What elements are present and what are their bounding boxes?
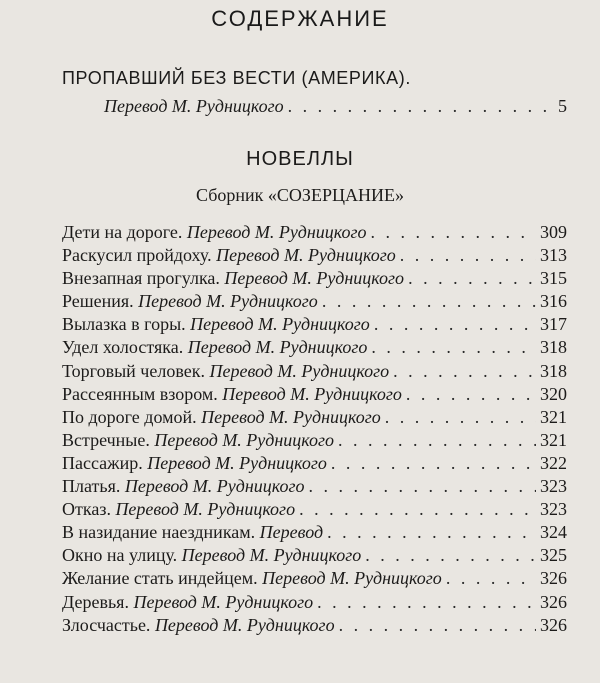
toc-entry-translator: Перевод М. Рудницкого [201, 406, 381, 427]
toc-entry-text [62, 245, 396, 266]
leader-dots [322, 291, 536, 312]
toc-entry-page: 324 [540, 522, 567, 543]
toc-entry-title: Рассеянным взором. [62, 383, 218, 404]
toc-entry [62, 268, 567, 291]
leader-dots [317, 592, 536, 613]
toc-entry-text [62, 545, 361, 566]
toc-entry-text [62, 407, 381, 428]
toc-entry-translator: Перевод М. Рудницкого [154, 614, 335, 635]
toc-entry [62, 384, 567, 407]
toc-entry-translator: Перевод М. Рудницкого [190, 314, 370, 335]
leader-dots [338, 430, 536, 451]
leader-dots [393, 361, 536, 382]
leader-dots [331, 453, 536, 474]
toc-entry-translator: Перевод М. Рудницкого [222, 383, 402, 404]
toc-entry-text [62, 222, 367, 243]
toc-entry-title: Окно на улицу. [62, 545, 178, 566]
toc-entry-translator: Перевод М. Рудницкого [262, 568, 442, 589]
main-work-title: ПРОПАВШИЙ БЕЗ ВЕСТИ (АМЕРИКА). [62, 68, 411, 88]
toc-entry-page: 326 [540, 568, 567, 589]
leader-dots [446, 568, 536, 589]
toc-entry-text [62, 499, 295, 520]
toc-entry-title: Пассажир. [62, 452, 143, 473]
toc-entry-title: Вылазка в горы. [62, 314, 186, 335]
toc-entry-page: 309 [540, 222, 567, 242]
toc-entry [62, 615, 567, 638]
toc-entry-title: Внезапная прогулка. [62, 268, 220, 289]
toc-entry-title: Злосчастье. [62, 614, 151, 635]
toc-entry [62, 337, 567, 360]
toc-entry-title: Удел холостяка. [62, 337, 184, 358]
toc-entry-page: 318 [540, 360, 567, 381]
toc-entry-text [62, 522, 323, 543]
toc-entry-translator: Перевод М. Рудницкого [154, 429, 335, 450]
toc-entry-page: 313 [540, 245, 567, 266]
toc-entry-translator: Перевод М. Рудницкого [115, 499, 296, 520]
toc-entry-title: Решения. [62, 291, 134, 312]
toc-entry [62, 430, 567, 453]
section-title: НОВЕЛЛЫ [246, 148, 354, 170]
leader-dots [365, 545, 536, 566]
toc-entry [62, 476, 567, 499]
main-work-translator: Перевод М. Рудницкого [104, 96, 284, 116]
toc-entry-translator: Перевод М. Рудницкого [187, 337, 368, 358]
leader-dots [408, 268, 536, 289]
toc-entry [62, 545, 567, 568]
leader-dots [374, 314, 536, 335]
toc-entry-text [62, 568, 442, 589]
toc-entry-text [62, 453, 327, 474]
toc-entry-page: 326 [540, 591, 567, 612]
toc-entry [62, 499, 567, 522]
toc-entry-title: Желание стать индейцем. [62, 568, 258, 589]
toc-entry-title: Деревья. [62, 591, 129, 612]
toc-entry-text [62, 268, 404, 289]
toc-entry-translator: Перевод М. Рудницкого [124, 476, 305, 497]
toc-entry-translator: Перевод М. Рудницкого [133, 591, 314, 612]
main-work-entry [104, 96, 567, 118]
toc-entry-translator: Перевод М. Рудницкого [181, 545, 362, 566]
toc-entry-title: Отказ. [62, 499, 111, 520]
toc-entry-title: Торговый человек. [62, 360, 205, 381]
toc-entry-translator: Перевод М. Рудницкого [216, 245, 396, 266]
main-work-page: 5 [558, 96, 567, 116]
toc-entry-title: Дети на дороге. [62, 222, 183, 242]
toc-entry [62, 245, 567, 268]
toc-entry-translator: Перевод М. Рудницкого [138, 291, 318, 312]
toc-entry-translator: Перевод М. Рудницкого [186, 222, 367, 242]
leader-dots [339, 615, 536, 636]
toc-entry [62, 407, 567, 430]
leader-dots [288, 96, 554, 117]
leader-dots [309, 476, 537, 497]
toc-list [0, 222, 600, 638]
toc-entry [62, 522, 567, 545]
toc-entry-page: 320 [540, 383, 567, 404]
toc-entry [62, 314, 567, 337]
toc-entry-title: Встречные. [62, 429, 150, 450]
toc-entry-page: 321 [540, 406, 567, 427]
toc-entry-page: 321 [540, 429, 567, 450]
toc-entry-title: По дороге домой. [62, 406, 197, 427]
leader-dots [299, 499, 536, 520]
toc-entry-translator: Перевод М. Рудницкого [224, 268, 405, 289]
leader-dots [385, 407, 536, 428]
toc-entry-page: 323 [540, 476, 567, 497]
toc-entry-text [62, 337, 367, 358]
toc-entry [62, 361, 567, 384]
toc-entry [62, 453, 567, 476]
toc-entry-page: 325 [540, 545, 567, 566]
leader-dots [327, 522, 536, 543]
toc-entry-page: 323 [540, 499, 567, 520]
toc-entry-translator: Перевод [259, 522, 324, 543]
toc-entry-text [62, 430, 334, 451]
toc-entry-page: 318 [540, 337, 567, 358]
toc-entry [62, 222, 567, 245]
toc-entry-text [62, 361, 389, 382]
toc-entry-text [62, 592, 313, 613]
toc-entry-text [62, 314, 370, 335]
toc-entry [62, 568, 567, 591]
leader-dots [400, 245, 536, 266]
toc-entry-page: 322 [540, 452, 567, 473]
toc-entry-translator: Перевод М. Рудницкого [147, 452, 327, 473]
toc-entry-page: 317 [540, 314, 567, 335]
toc-entry-title: В назидание наездникам. [62, 522, 256, 543]
toc-entry-page: 315 [540, 268, 567, 289]
leader-dots [406, 384, 536, 405]
toc-entry-translator: Перевод М. Рудницкого [209, 360, 390, 381]
toc-entry-text [62, 291, 318, 312]
toc-entry [62, 592, 567, 615]
subsection-title: Сборник «СОЗЕРЦАНИЕ» [196, 185, 404, 205]
toc-entry-text [62, 384, 402, 405]
toc-entry-text [62, 476, 305, 497]
leader-dots [371, 222, 536, 243]
leader-dots [371, 337, 536, 358]
toc-entry-title: Платья. [62, 476, 121, 497]
toc-entry-page: 316 [540, 291, 567, 312]
toc-entry-page: 326 [540, 614, 567, 635]
toc-entry-text [62, 615, 335, 636]
toc-entry-title: Раскусил пройдоху. [62, 245, 212, 266]
toc-entry [62, 291, 567, 314]
page-title: СОДЕРЖАНИЕ [211, 6, 389, 31]
